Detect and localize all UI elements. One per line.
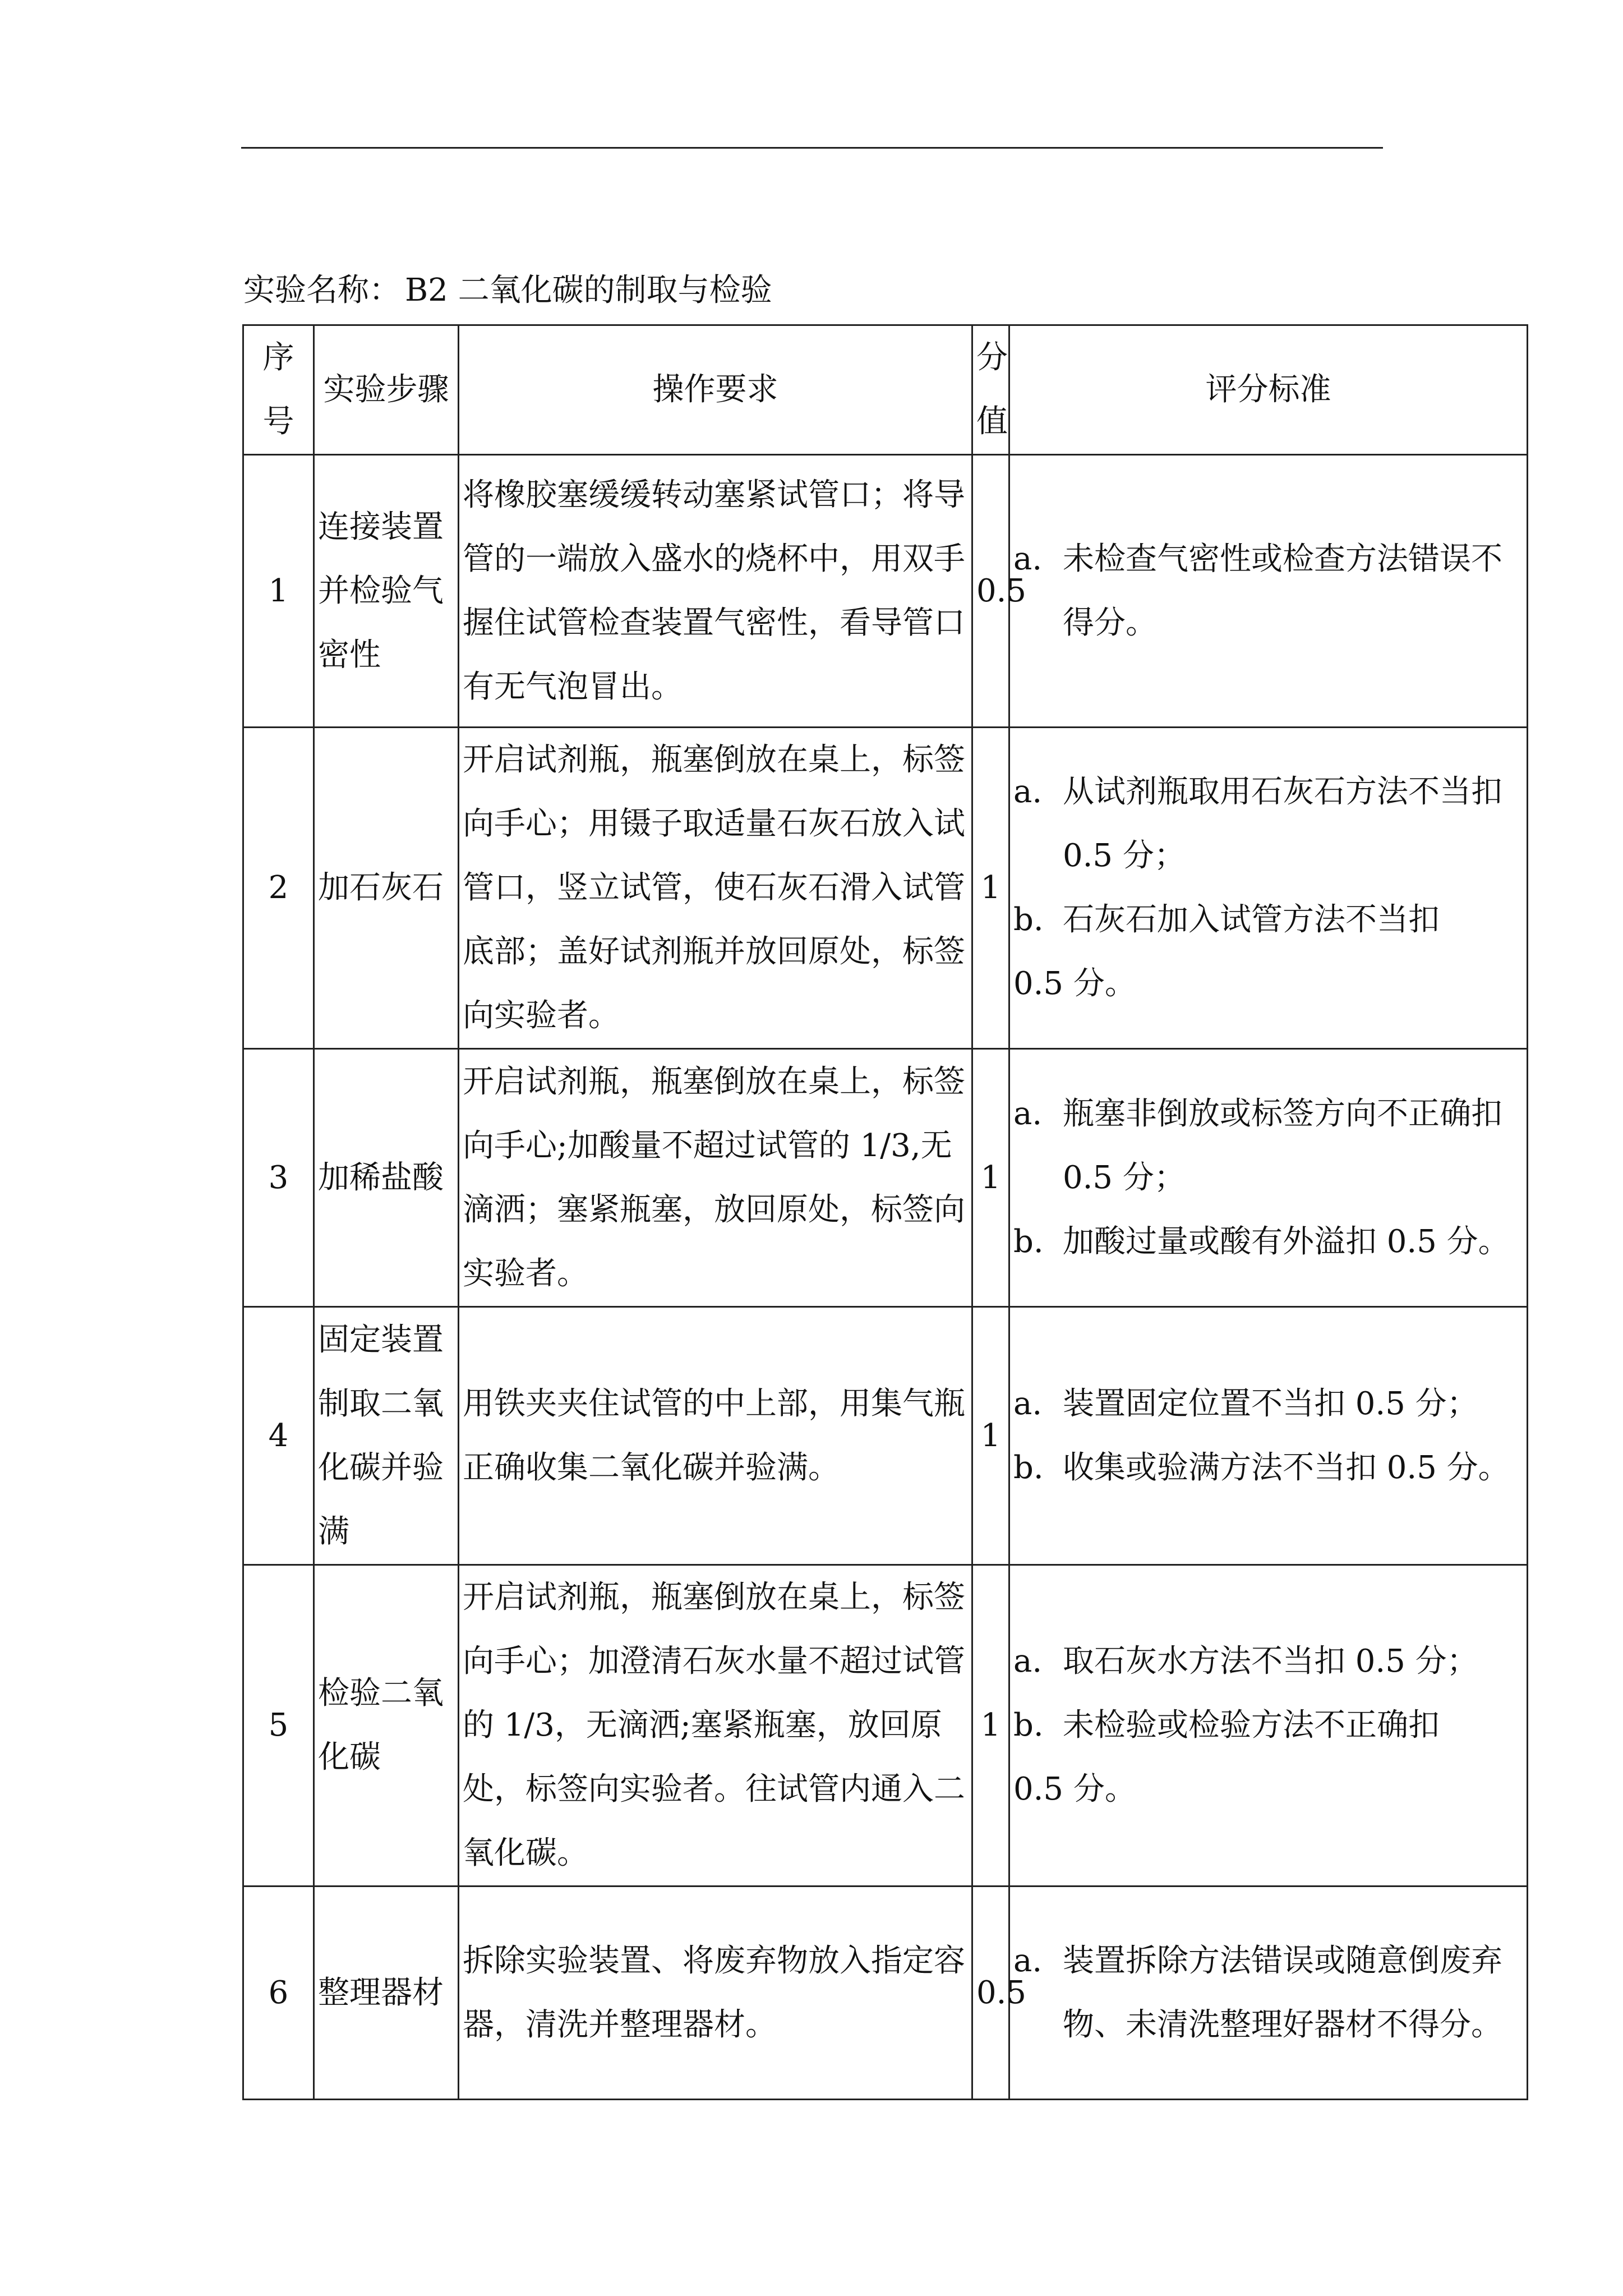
criteria-text: 装置固定位置不当扣 0.5 分； (1063, 1385, 1478, 1422)
table-row (243, 1307, 1528, 1565)
row-step: 加石灰石 (314, 728, 459, 1049)
criteria-label: b. (1013, 901, 1044, 938)
criteria-label: a. (1013, 774, 1043, 810)
criteria-item (1013, 1929, 1523, 2057)
criteria-label: b. (1013, 1449, 1044, 1486)
criteria-text: 瓶塞非倒放或标签方向不正确扣 0.5 分； (1063, 1095, 1502, 1196)
row-requirement: 将橡胶塞缓缓转动塞紧试管口；将导管的一端放入盛水的烧杯中，用双手握住试管检查装置气密性，看导管口有无气泡冒出。 (459, 455, 972, 728)
row-requirement: 开启试剂瓶，瓶塞倒放在桌上，标签向手心;加酸量不超过试管的 1/3,无滴洒；塞紧瓶塞，放回原处，标签向实验者。 (459, 1049, 972, 1307)
row-score: 1 (972, 1049, 1009, 1307)
table-row (243, 455, 1528, 728)
criteria-item (1013, 1694, 1523, 1757)
row-criteria (1009, 1565, 1528, 1887)
criteria-text: 未检验或检验方法不正确扣 (1063, 1707, 1440, 1743)
criteria-text: 0.5 分。 (1013, 965, 1136, 1002)
table-row (243, 1565, 1528, 1887)
table-row (243, 728, 1528, 1049)
experiment-title-value: B2 二氧化碳的制取与检验 (405, 272, 772, 309)
header-criteria: 评分标准 (1009, 325, 1528, 455)
criteria-text: 石灰石加入试管方法不当扣 (1063, 901, 1440, 938)
row-step: 加稀盐酸 (314, 1049, 459, 1307)
row-no: 2 (243, 728, 314, 1049)
table-row (243, 1049, 1528, 1307)
row-no: 4 (243, 1307, 314, 1565)
criteria-label: b. (1013, 1223, 1044, 1260)
header-score (972, 325, 1009, 455)
row-no: 3 (243, 1049, 314, 1307)
criteria-item (1013, 1757, 1523, 1821)
row-score: 1 (972, 1307, 1009, 1565)
header-rule (241, 147, 1383, 149)
experiment-title (243, 268, 772, 313)
criteria-text: 未检查气密性或检查方法错误不得分。 (1063, 540, 1502, 641)
criteria-item (1013, 1372, 1523, 1436)
row-requirement: 用铁夹夹住试管的中上部，用集气瓶正确收集二氧化碳并验满。 (459, 1307, 972, 1565)
header-requirement: 操作要求 (459, 325, 972, 455)
row-no: 1 (243, 455, 314, 728)
criteria-text: 加酸过量或酸有外溢扣 0.5 分。 (1063, 1223, 1510, 1260)
row-score: 0.5 (972, 455, 1009, 728)
criteria-label: b. (1013, 1707, 1044, 1743)
row-no: 6 (243, 1887, 314, 2100)
criteria-item (1013, 1082, 1523, 1210)
criteria-item (1013, 1630, 1523, 1694)
criteria-label: a. (1013, 1385, 1043, 1422)
row-score: 0.5 (972, 1887, 1009, 2100)
row-criteria (1009, 1307, 1528, 1565)
row-step: 固定装置制取二氧化碳并验满 (314, 1307, 459, 1565)
row-step: 检验二氧化碳 (314, 1565, 459, 1887)
criteria-text: 收集或验满方法不当扣 0.5 分。 (1063, 1449, 1510, 1486)
header-score-line1: 分 (976, 339, 1008, 376)
row-criteria (1009, 1887, 1528, 2100)
row-requirement: 开启试剂瓶，瓶塞倒放在桌上，标签向手心；加澄清石灰水量不超过试管的 1/3，无滴洒;塞紧瓶塞，放回原处，标签向实验者。往试管内通入二氧化碳。 (459, 1565, 972, 1887)
row-step: 整理器材 (314, 1887, 459, 2100)
criteria-label: a. (1013, 1643, 1043, 1680)
criteria-item (1013, 760, 1523, 888)
row-step: 连接装置并检验气密性 (314, 455, 459, 728)
row-requirement: 拆除实验装置、将废弃物放入指定容器，清洗并整理器材。 (459, 1887, 972, 2100)
row-no: 5 (243, 1565, 314, 1887)
criteria-label: a. (1013, 1095, 1043, 1132)
row-requirement: 开启试剂瓶，瓶塞倒放在桌上，标签向手心；用镊子取适量石灰石放入试管口，竖立试管，使石灰石滑入试管底部；盖好试剂瓶并放回原处，标签向实验者。 (459, 728, 972, 1049)
experiment-title-label: 实验名称： (243, 272, 400, 309)
criteria-label: a. (1013, 1942, 1043, 1979)
row-criteria (1009, 1049, 1528, 1307)
row-score: 1 (972, 1565, 1009, 1887)
criteria-item (1013, 1210, 1523, 1274)
table-row (243, 1887, 1528, 2100)
criteria-text: 装置拆除方法错误或随意倒废弃物、未清洗整理好器材不得分。 (1063, 1942, 1502, 2043)
criteria-item (1013, 527, 1523, 655)
criteria-item (1013, 1436, 1523, 1500)
header-no: 序号 (243, 325, 314, 455)
criteria-item (1013, 952, 1523, 1016)
criteria-text: 从试剂瓶取用石灰石方法不当扣 0.5 分； (1063, 774, 1502, 874)
criteria-text: 0.5 分。 (1013, 1771, 1136, 1807)
criteria-label: a. (1013, 540, 1043, 577)
header-step: 实验步骤 (314, 325, 459, 455)
criteria-text: 取石灰水方法不当扣 0.5 分； (1063, 1643, 1478, 1680)
criteria-item (1013, 888, 1523, 952)
scoring-table (242, 324, 1528, 2100)
header-score-line2: 值 (976, 403, 1008, 440)
row-criteria (1009, 728, 1528, 1049)
row-criteria (1009, 455, 1528, 728)
table-header-row (243, 325, 1528, 455)
row-score: 1 (972, 728, 1009, 1049)
